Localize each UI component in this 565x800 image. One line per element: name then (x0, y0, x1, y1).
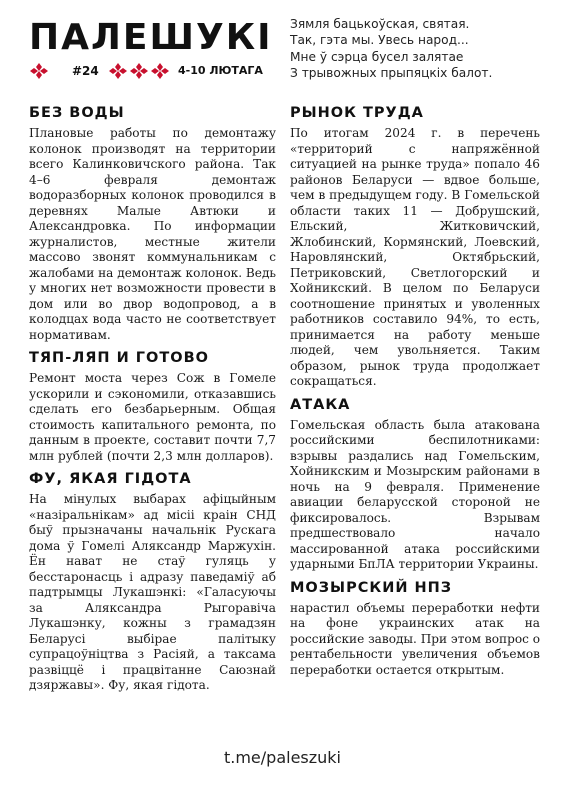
epigraph-poem (290, 16, 550, 81)
article-text-attack: Гомельская область была атакована российскими беспилотниками: взрывы раздались над Гомельским, Хойникским и Мозырским районами в ночь на 9 февраля. Применение авиации беларусской стороной не фиксировалось. Взрывам предшествовало начало массированной атака российскими ударными БпЛА территории Украины. (290, 417, 540, 571)
article-text-no-water: Плановые работы по демонтажу колонок производят на территории всего Калинковичского района. Так 4–6 февраля демонтаж водоразборных колонок проводился в деревнях Малые Автюки и Александровка. По информации журналистов, местные жители массово звонят коммунальникам с жалобами на демонтаж колонок. Ведь у многих нет возможности провести в дом или во двор водопровод, а в колодцах вода часто не соответствует нормативам. (29, 126, 276, 342)
masthead (20, 12, 280, 92)
left-column (29, 100, 276, 700)
article-text-shame: На мінулых выбарах афіцыйным «назіральнікам» ад місіі краін СНД быў прызначаны начальнік Рускага дома ў Гомелі Аляксандр Маржухін. Ён нават не стаў гуляць у бесстаронасць і адразу паведаміў аб падтрымцы Лукашэнкі: «Галасуючы за Аляксандра Рыгоравіча Лукашэнку, кожны з грамадзян Беларусі выбірае палітыку супрацоўніцтва з Расіяй, а таксама развіццё і працвітанне Саюзнай дзяржавы». Фу, якая гідота. (29, 492, 276, 692)
folk-ornament-icon (129, 62, 149, 80)
folk-ornament-icon (108, 62, 128, 80)
ornament-row-left (29, 62, 50, 80)
article-title-refinery: МОЗЫРСКИЙ НПЗ (290, 579, 453, 596)
poem-line: Зямля бацькоўская, святая. (290, 17, 470, 31)
folk-ornament-icon (29, 62, 49, 80)
article-title-no-water: БЕЗ ВОДЫ (29, 105, 125, 121)
issue-number: #24 (72, 64, 99, 78)
article-title-labor: РЫНОК ТРУДА (290, 105, 424, 121)
telegram-link[interactable]: t.me/paleszuki (223, 748, 341, 767)
poem-line: З трывожных прыпяцкіх балот. (290, 65, 493, 80)
issue-dates: 4-10 ЛЮТАГА (178, 64, 263, 77)
article-title-shame: ФУ, ЯКАЯ ГІДОТА (29, 471, 192, 487)
article-title-bridge: ТЯП-ЛЯП И ГОТОВО (29, 350, 209, 366)
article-text-refinery: нарастил объемы переработки нефти на фоне украинских атак на российские заводы. При этом вопрос о рентабельности увеличения объемов переработки остается открытым. (290, 600, 541, 677)
poem-line: Так, гэта мы. Увесь народ... (290, 33, 469, 48)
article-text-bridge: Ремонт моста через Сож в Гомеле ускорили и сэкономили, отказавшись сделать его безбарьерным. Общая стоимость капитального ремонта, по данным в проекте, составит почти 7,7 млн рублей (почти 2,3 млн долларов). (29, 371, 276, 463)
newspaper-logo: ПАЛЕШУКІ (29, 17, 273, 58)
right-column (290, 100, 540, 684)
ornament-row-right (108, 62, 171, 80)
poem-line: Мне ў сэрца бусел залятае (290, 49, 464, 64)
folk-ornament-icon (150, 62, 170, 80)
article-text-labor: По итогам 2024 г. в перечень «территорий с напряжённой ситуацией на рынке труда» попало 46 районов Беларуси — вдвое больше, чем в предыдущем году. В Гомельской области таких 11 — Добрушский, Ельский, Житковичский, Жлобинский, Кормянский, Лоевский, Наровлянский, Октябрьский, Петриковский, Светлогорский и Хойникский. В целом по Беларуси соотношение принятых и уволенных работников составило 94%, то есть, принимается на работу меньше людей, чем увольняется. Таким образом, рынок труда продолжает сокращаться. (290, 126, 540, 388)
article-title-attack: АТАКА (290, 396, 351, 413)
